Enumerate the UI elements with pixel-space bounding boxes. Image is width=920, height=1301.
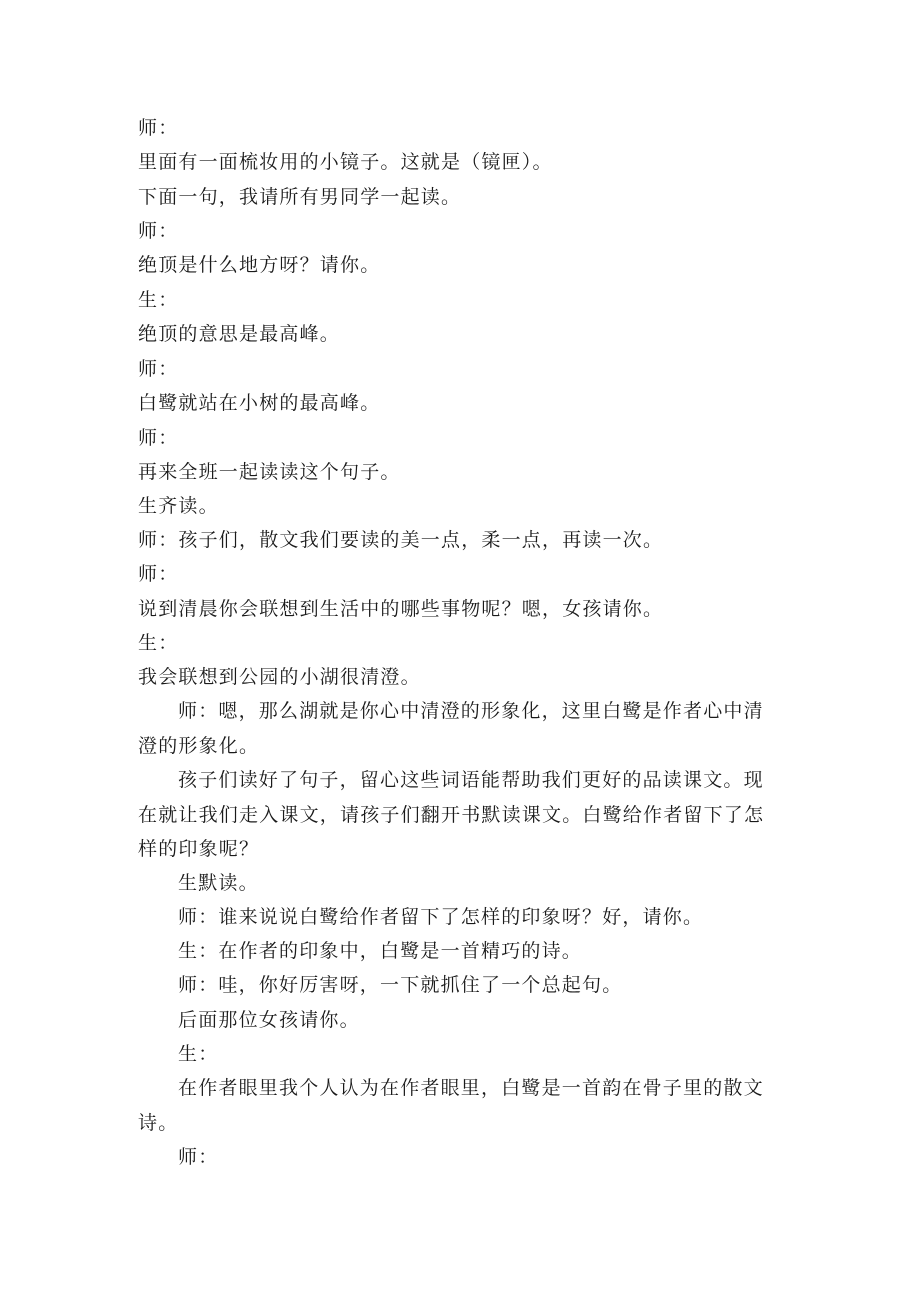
paragraph: 师：哇，你好厉害呀，一下就抓住了一个总起句。 (178, 974, 623, 996)
paragraph: 师：孩子们，散文我们要读的美一点，柔一点，再读一次。 (138, 529, 664, 551)
paragraph: 师： (138, 427, 179, 449)
paragraph: 说到清晨你会联想到生活中的哪些事物呢？嗯，女孩请你。 (138, 598, 664, 620)
paragraph: 我会联想到公园的小湖很清澄。 (138, 666, 421, 688)
paragraph: 生： (178, 1043, 219, 1065)
paragraph: 生： (138, 632, 179, 654)
paragraph: 下面一句，我请所有男同学一起读。 (138, 186, 462, 208)
paragraph: 师： (138, 358, 179, 380)
paragraph: 白鹭就站在小树的最高峰。 (138, 392, 381, 414)
paragraph: 后面那位女孩请你。 (178, 1009, 360, 1031)
paragraph: 在作者眼里我个人认为在作者眼里，白鹭是一首韵在骨子里的散文诗。 (138, 1077, 764, 1134)
paragraph: 里面有一面梳妆用的小镜子。这就是（镜匣）。 (138, 151, 553, 173)
paragraph: 生齐读。 (138, 495, 219, 517)
paragraph: 再来全班一起读读这个句子。 (138, 461, 401, 483)
paragraph: 绝顶是什么地方呀？请你。 (138, 254, 381, 276)
paragraph: 师：谁来说说白鹭给作者留下了怎样的印象呀？好，请你。 (178, 906, 704, 928)
paragraph: 师： (138, 220, 179, 242)
paragraph: 师：嗯，那么湖就是你心中清澄的形象化，这里白鹭是作者心中清澄的形象化。 (138, 700, 764, 757)
paragraph: 绝顶的意思是最高峰。 (138, 323, 341, 345)
paragraph: 生默读。 (178, 872, 259, 894)
paragraph: 师： (178, 1146, 219, 1168)
paragraph: 师： (138, 117, 179, 139)
paragraph: 孩子们读好了句子，留心这些词语能帮助我们更好的品读课文。现在就让我们走入课文，请孩子们翻开书默读课文。白鹭给作者留下了怎样的印象呢？ (138, 769, 765, 860)
paragraph: 生：在作者的印象中，白鹭是一首精巧的诗。 (178, 940, 583, 962)
paragraph: 生： (138, 289, 179, 311)
paragraph: 师： (138, 563, 179, 585)
